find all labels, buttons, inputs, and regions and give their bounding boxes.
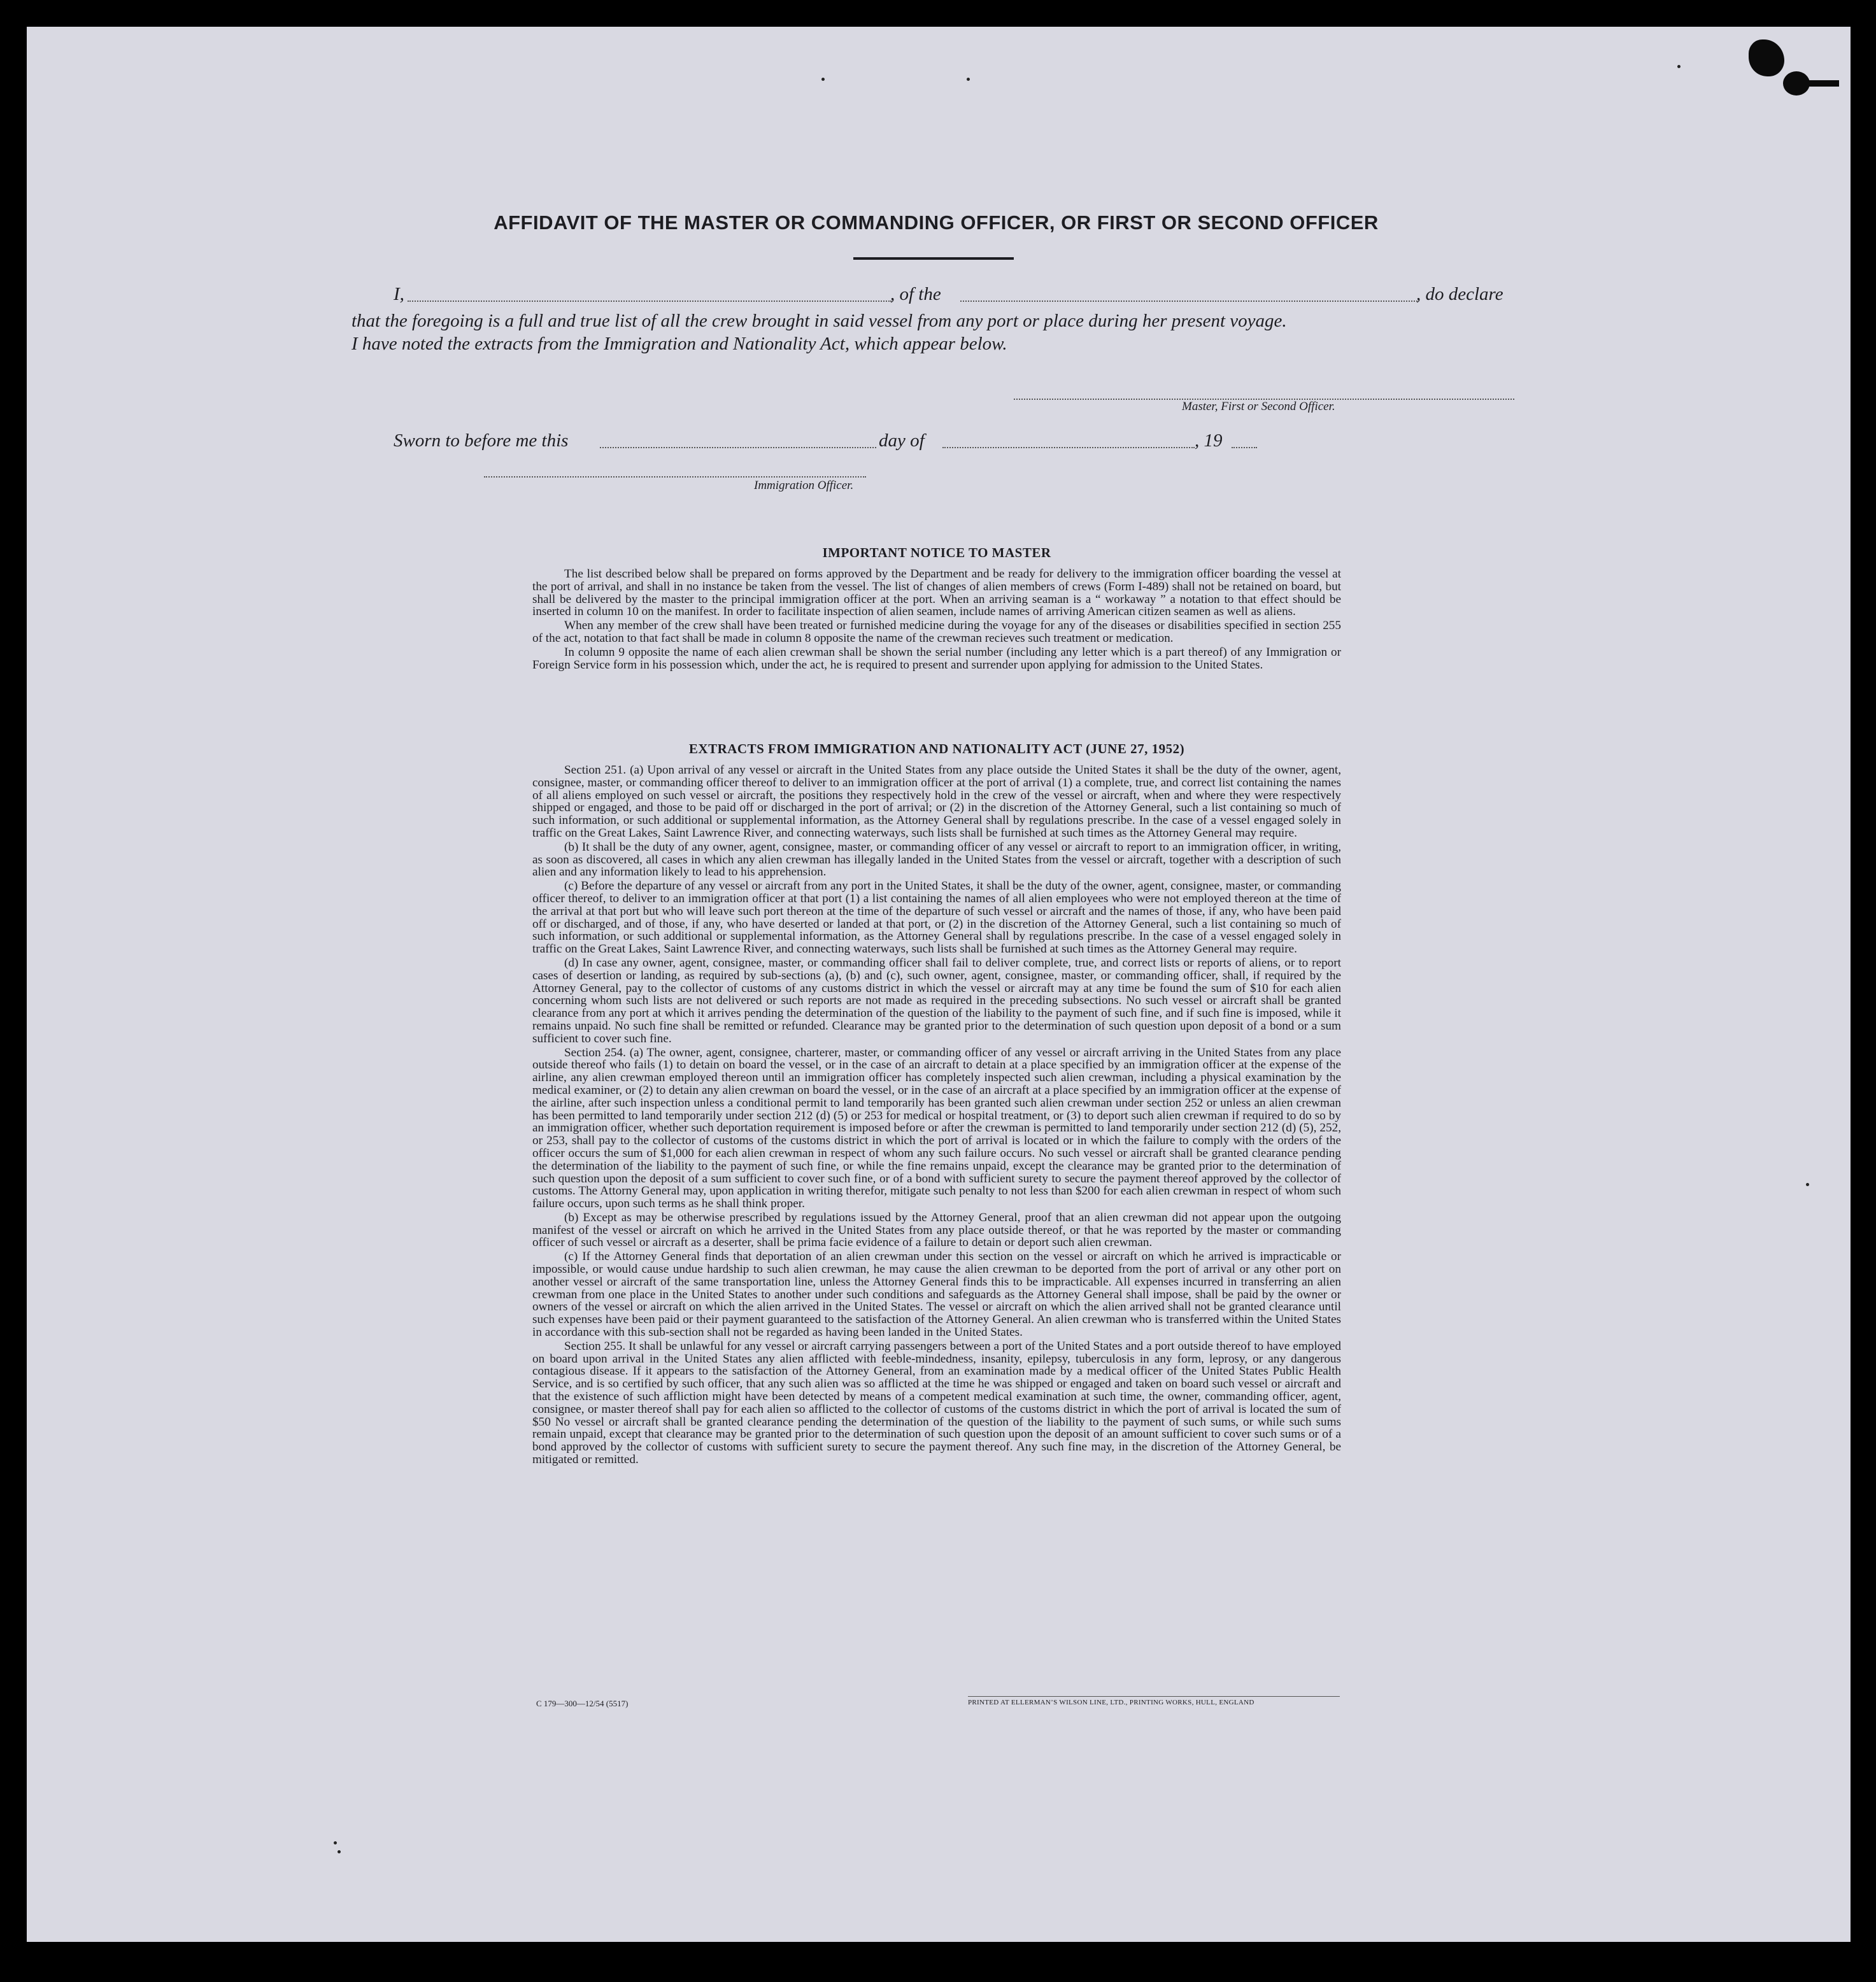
corner-stamp-mark-3 [1805, 80, 1839, 87]
title-rule [853, 257, 1014, 260]
notice-paragraph-2: When any member of the crew shall have been treated or furnished medicine during the voyage for any of the diseases or disabilities specified in section 255 of the act, notation to that fact shall be made in column 8 opposite the name of the crewman recieves such treatment or medication. [532, 619, 1341, 645]
scan-dot [967, 78, 970, 81]
notice-heading: IMPORTANT NOTICE TO MASTER [822, 545, 1051, 560]
immigration-officer-line[interactable] [484, 476, 866, 478]
form-code: C 179—300—12/54 (5517) [536, 1699, 629, 1708]
extract-section-254c: (c) If the Attorney General finds that deportation of an alien crewman under this section on the vessel or aircraft on which he arrived is impracticable or impossible, or would cause undue hardship to such alien crewman, he may cause the alien crewman to be deported from the port of arrival or any other port on another vessel or aircraft of the same transportation line, unless the Attorney General finds this to be impracticable. All expenses incurred in transferring an alien crewman from one place in the United States to another under such conditions and safeguards as the Attorney General shall impose, shall be paid by the owner or owners of the vessel or aircraft on which the alien arrived in the United States. The vessel or aircraft on which the alien arrived shall not be granted clearance until such expenses have been paid or their payment guaranteed to the satisfaction of the Attorney General. An alien crewman who is transferred within the United States in accordance with this sub-section shall not be regarded as having been landed in the United States. [532, 1250, 1341, 1340]
declaration-i: I, [394, 284, 404, 304]
extract-section-251c: (c) Before the departure of any vessel or aircraft from any port in the United States, it shall be the duty of the owner, agent, consignee, master, or commanding officer thereof, to deliver to an immigration officer at that port (1) a list containing the names of all alien employees who were not employed thereon at the time of the arrival at that port but who will leave such port thereon at the time of the departure of such vessel or aircraft and the names of those, if any, who have been paid off or discharged, and of those, if any, who have deserted or landed at that port, or (2) in the discretion of the Attorney General, such a list containing so much of such information, or such additional or supplemental information, as the Attorney General shall by regulations prescribe. In the case of a vessel engaged solely in traffic on the Great Lakes, Saint Lawrence River, and connecting waterways, such lists shall be furnished at such times as the Attorney General may require. [532, 879, 1341, 956]
extract-section-254b: (b) Except as may be otherwise prescribed by regulations issued by the Attorney General, proof that an alien crewman did not appear upon the outgoing manifest of the vessel or aircraft on which he arrived in the United States from any place outside thereof, or that he was reported by the master or commanding officer of such vessel or aircraft as a deserter, shall be prima facie evidence of a failure to detain or deport such alien crewman. [532, 1210, 1341, 1250]
extract-section-251a: Section 251. (a) Upon arrival of any vessel or aircraft in the United States from any place outside the United States it shall be the duty of the owner, agent, consignee, master, or commanding officer thereof to deliver to an immigration officer at the port of arrival (1) a complete, true, and correct list containing the names of all aliens employed on such vessel or aircraft, the positions they respectively hold in the crew of the vessel or aircraft, when and where they were respectively shipped or engaged, and those to be paid off or discharged in the port of arrival; or (2) in the discretion of the Attorney General, such a list containing so much of such information, or such additional or supplemental information, as the Attorney General shall by regulations prescribe. In the case of a vessel engaged solely in traffic on the Great Lakes, Saint Lawrence River, and connecting waterways, such lists shall be furnished at such times as the Attorney General may require. [532, 763, 1341, 840]
notice-paragraph-1: The list described below shall be prepared on forms approved by the Department and be ready for delivery to the immigration officer boarding the vessel at the port of arrival, and shall in no instance be taken from the vessel. The list of changes of alien members of crews (Form I-489) shall not be retained on board, but shall be delivered by the master to the principal immigration officer at the port. When an arriving seaman is a “ workaway ” a notation to that effect should be inserted in column 10 on the manifest. In order to facilitate inspection of alien seamen, include names of arriving American citizen seamen as well as aliens. [532, 567, 1341, 619]
extract-section-254a: Section 254. (a) The owner, agent, consignee, charterer, master, or commanding officer of any vessel or aircraft arriving in the United States from any place outside thereof who fails (1) to detain on board the vessel, or in the case of an aircraft to detain at a place specified by an immigration officer at the expense of the airline, any alien crewman employed thereon until an immigration officer has completely inspected such alien crewman, including a physical examination by the medical examiner, or (2) to detain any alien crewman on board the vessel, or in the case of an aircraft at a place specified by an immigration officer at the expense of the airline, after such inspection unless a conditional permit to land temporarily has been granted such alien crewman under section 252 or unless an alien crewman has been permitted to land temporarily under section 212 (d) (5) or 253 for medical or hospital treatment, or (3) to deport such alien crewman if required to do so by an immigration officer, whether such deportation requirement is imposed before or after the crewman is permitted to land temporarily under section 212 (d) (5), 252, or 253, shall pay to the collector of customs of the customs district in which the port of arrival is located or in which the failure to comply with the orders of the officer occurs the sum of $1,000 for each alien crewman in respect of whom any such failure occurs. No such vessel or aircraft shall be granted clearance pending the determination of the liability to the payment of such fine, or while the fine remains unpaid, except the clearance may be granted prior to the determination of such question upon the deposit of a sum sufficient to cover such fine, or of a bond with sufficient surety to secure the payment thereof approved by the collector of customs. The Attorny General may, upon application in writing therefor, mitigate such penalty to not less than $200 for each alien crewman in respect of whom such failure occurs, upon such terms as he shall think proper. [532, 1045, 1341, 1211]
declaration-of-the: , of the [890, 284, 941, 304]
extracts-body [532, 764, 1341, 1468]
notice-paragraph-3: In column 9 opposite the name of each alien crewman shall be shown the serial number (including any letter which is a part thereof) of any Immigration or Foreign Service form in his possession which, under the act, he is required to present and surrender upon applying for admission to the United States. [532, 645, 1341, 672]
vessel-field-line[interactable] [960, 301, 1418, 302]
sworn-year: , 19 [1195, 430, 1223, 451]
scan-dot [821, 78, 825, 81]
declaration-line-2: that the foregoing is a full and true list of all the crew brought in said vessel from any port or place during her present voyage. [352, 311, 1287, 331]
extract-section-251d: (d) In case any owner, agent, consignee, master, or commanding officer shall fail to deliver complete, true, and correct lists or reports of aliens, or to report cases of desertion or landing, as required by sub-sections (a), (b) and (c), such owner, agent, consignee, master, or commanding officer, shall, if required by the Attorney General, pay to the collector of customs of any customs district in which the vessel or aircraft may at any time be found the sum of $10 for each alien concerning whom such lists are not delivered or such reports are not made as required in the preceding subsections. No such vessel or aircraft shall be granted clearance from any port at which it arrives pending the determination of the question of the liability to the payment of such fine, and if such fine is imposed, while it remains unpaid. No such fine shall be remitted or refunded. Clearance may be granted prior to the determination of such question upon deposit of a bond or a sum sufficient to cover such fine. [532, 956, 1341, 1045]
extracts-heading: EXTRACTS FROM IMMIGRATION AND NATIONALITY ACT (JUNE 27, 1952) [688, 741, 1185, 756]
name-field-line[interactable] [408, 301, 892, 302]
declaration-do-declare: , do declare [1416, 284, 1503, 304]
sworn-day-of: day of [879, 430, 925, 451]
immigration-officer-caption: Immigration Officer. [754, 479, 854, 492]
notice-body [532, 568, 1341, 672]
footer-rule [968, 1696, 1340, 1697]
extract-section-251b: (b) It shall be the duty of any owner, agent, consignee, master, or commanding officer of any vessel or aircraft to report to an immigration officer, in writing, as soon as discovered, all cases in which any alien crewman has illegally landed in the United States from the vessel or aircraft, together with a description of such alien and any information likely to lead to his apprehension. [532, 840, 1341, 879]
sworn-label: Sworn to before me this [394, 430, 569, 451]
scan-dot [1806, 1183, 1809, 1186]
scan-dot [334, 1841, 337, 1844]
printer-credit: PRINTED AT ELLERMAN’S WILSON LINE, LTD., PRINTING WORKS, HULL, ENGLAND [968, 1699, 1254, 1706]
signature-caption: Master, First or Second Officer. [1182, 400, 1335, 413]
sworn-day-line[interactable] [600, 447, 876, 448]
scan-dot [338, 1850, 341, 1853]
extract-section-255: Section 255. It shall be unlawful for any vessel or aircraft carrying passengers between a port of the United States and a port outside thereof to have employed on board upon arrival in the United States any alien afflicted with feeble-mindedness, insanity, epilepsy, tuberculosis in any form, leprosy, or any dangerous contagious disease. If it appears to the satisfaction of the Attorney General, from an examination made by a medical officer of the United States Public Health Service, and is so certified by such officer, that any such alien was so afflicted at the time he was shipped or engaged and taken on board such vessel or aircraft and that the existence of such affliction might have been detected by means of a competent medical examination at such time, the owner, commanding officer, agent, consignee, or master thereof shall pay for each alien so afflicted to the collector of customs of the customs district in which the port of arrival is located the sum of $50 No vessel or aircraft shall be granted clearance pending the determination of the question of the liability to the payment of such sums, or while such sums remain unpaid, except that clearance may be granted prior to the determination of such question upon the deposit of an amount sufficient to cover such sums or of a bond approved by the collector of customs with sufficient surety to secure the payment thereof. Any such fine may, in the discretion of the Attorney General, be mitigated or remitted. [532, 1339, 1341, 1467]
sworn-year-line[interactable] [1232, 447, 1257, 448]
scan-dot [1677, 65, 1681, 68]
sworn-month-line[interactable] [942, 447, 1195, 448]
page-title: AFFIDAVIT OF THE MASTER OR COMMANDING OFFICER, OR FIRST OR SECOND OFFICER [494, 211, 1379, 234]
declaration-line-3: I have noted the extracts from the Immigration and Nationality Act, which appear below. [352, 334, 1007, 354]
